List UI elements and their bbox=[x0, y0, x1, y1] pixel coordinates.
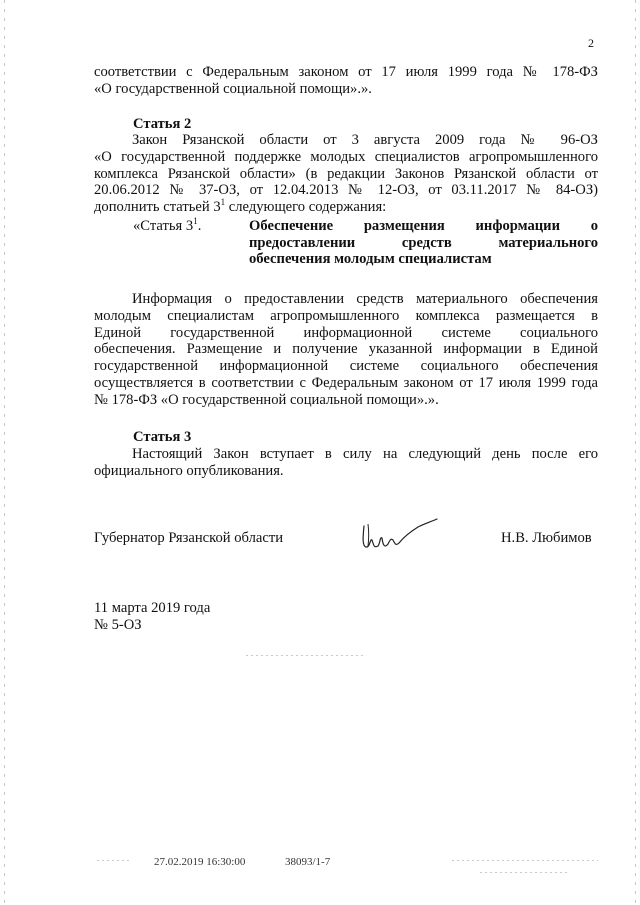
governor-name: Н.В. Любимов bbox=[501, 530, 592, 546]
new-article-label: «Статья $3^1$. bbox=[133, 216, 202, 234]
text-line: Единой государственной информационной системе социального bbox=[94, 324, 598, 341]
law-date-block bbox=[94, 600, 598, 634]
footer-code: 38093/1-7 bbox=[285, 856, 331, 868]
text-line: 20.06.2012 № 37-ОЗ, от 12.04.2013 № 12-ОЗ, от 03.11.2017 № 84-ОЗ) bbox=[94, 182, 598, 199]
law-number: № 5-ОЗ bbox=[94, 616, 142, 633]
article-3-paragraph bbox=[94, 446, 598, 480]
text-line: молодым специалистам агропромышленного комплекса размещается в bbox=[94, 307, 598, 324]
page-number: 2 bbox=[588, 36, 594, 50]
text-line: соответствии с Федеральным законом от 17 июля 1999 года № 178-ФЗ bbox=[94, 64, 598, 80]
scan-artifact bbox=[480, 872, 570, 873]
text-line: осуществляется в соответствии с Федеральным законом от 17 июля 1999 года bbox=[94, 374, 598, 391]
text-line: Настоящий Закон вступает в силу на следующий день после его bbox=[132, 446, 598, 462]
title-line: предоставлении средств материального bbox=[249, 234, 598, 251]
text-line: обеспечения. Размещение и получение указанной информации в Единой bbox=[94, 341, 598, 358]
superscript: 1 bbox=[220, 197, 226, 208]
superscript: 1 bbox=[193, 216, 198, 226]
governor-title: Губернатор Рязанской области bbox=[94, 530, 284, 546]
footer-timestamp: 27.02.2019 16:30:00 bbox=[154, 856, 246, 868]
text-line: «О государственной социальной помощи».». bbox=[94, 80, 372, 97]
scan-edge-right bbox=[635, 0, 636, 905]
intro-paragraph bbox=[94, 64, 598, 98]
scan-artifact bbox=[97, 860, 129, 861]
scan-artifact bbox=[246, 655, 366, 656]
scan-edge-left bbox=[4, 0, 5, 905]
text-line: Информация о предоставлении средств материального обеспечения bbox=[132, 291, 598, 307]
scan-artifact bbox=[452, 860, 598, 861]
text-line: № 178-ФЗ «О государственной социальной помощи».». bbox=[94, 391, 439, 408]
article-3-heading: Статья 3 bbox=[133, 429, 192, 445]
text-line: государственной информационной системе социального обеспечения bbox=[94, 358, 598, 375]
new-article-body bbox=[94, 291, 598, 409]
law-date: 11 марта 2019 года bbox=[94, 600, 211, 616]
text-line: дополнить статьей $3^1$ следующего содержания: bbox=[94, 197, 387, 216]
text-line: комплекса Рязанской области» (в редакции Законов Рязанской области от bbox=[94, 165, 598, 182]
new-article-title bbox=[249, 218, 598, 268]
article-2-heading: Статья 2 bbox=[133, 116, 192, 132]
article-2-paragraph bbox=[94, 132, 598, 216]
text-line: официального опубликования. bbox=[94, 462, 284, 479]
handwritten-signature bbox=[358, 516, 440, 556]
title-line: обеспечения молодым специалистам bbox=[249, 251, 492, 268]
text-line: «О государственной поддержке молодых специалистов агропромышленного bbox=[94, 148, 598, 165]
text-line: Закон Рязанской области от 3 августа 2009 года № 96-ОЗ bbox=[132, 132, 598, 148]
title-line: Обеспечение размещения информации о bbox=[249, 218, 598, 234]
